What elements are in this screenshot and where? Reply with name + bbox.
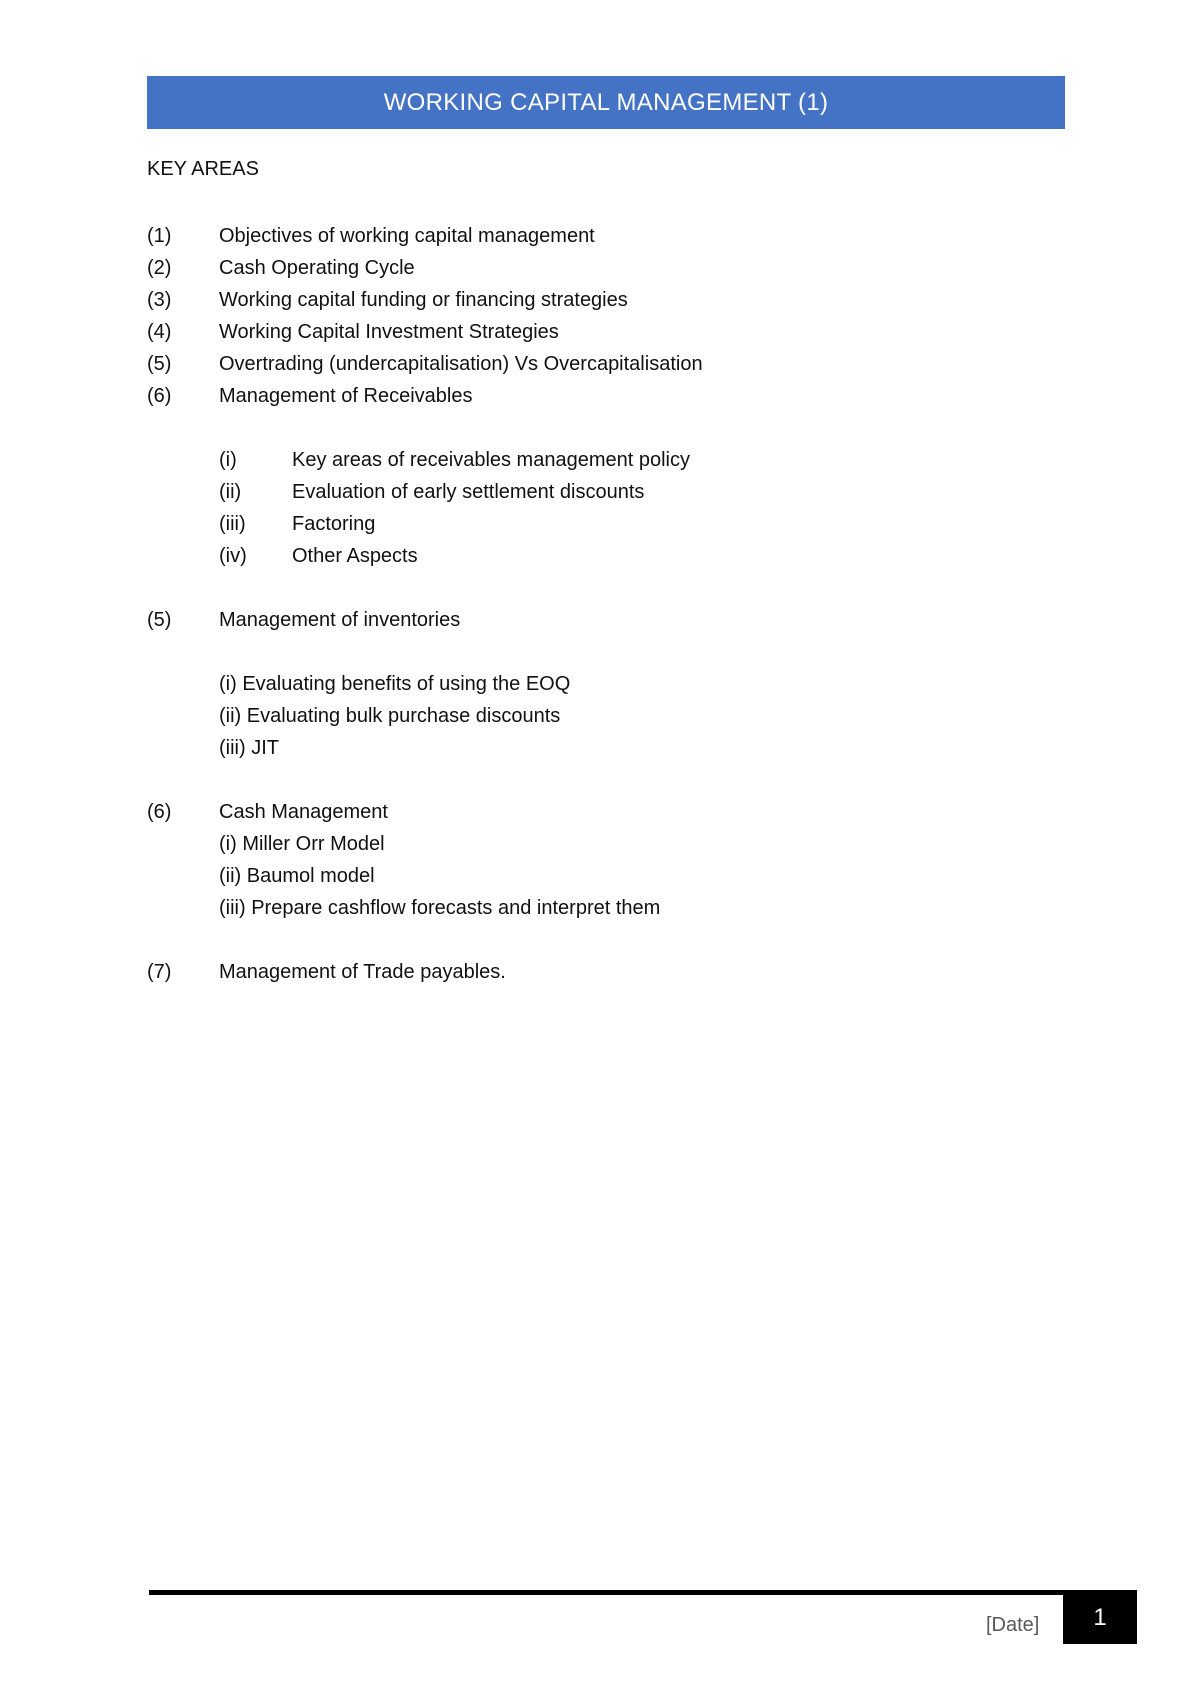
list-item-number: (5) [147,609,172,631]
list-item-number: (2) [147,257,172,279]
list-item-text: Working capital funding or financing strategies [219,289,628,311]
inventory-sub-item: (iii) JIT [219,737,279,759]
list-item-text: Working Capital Investment Strategies [219,321,559,343]
cash-sub-item: (ii) Baumol model [219,865,375,887]
sub-list-item-text: Evaluation of early settlement discounts [292,481,645,503]
list-item-text: Management of inventories [219,609,461,631]
sub-list-item-number: (iii) [219,513,246,535]
list-item-number: (6) [147,385,172,407]
list-item-number: (7) [147,961,172,983]
cash-sub-item: (iii) Prepare cashflow forecasts and interpret them [219,897,661,919]
inventory-sub-item: (i) Evaluating benefits of using the EOQ [219,673,571,695]
list-item-text: Objectives of working capital management [219,225,595,247]
inventory-sub-item: (ii) Evaluating bulk purchase discounts [219,705,561,727]
sub-list-item-number: (iv) [219,545,247,567]
footer-rule [149,1590,1137,1595]
page-title: WORKING CAPITAL MANAGEMENT (1) [147,76,1065,129]
list-item-text: Overtrading (undercapitalisation) Vs Overcapitalisation [219,353,703,375]
sub-list-item-text: Key areas of receivables management policy [292,449,690,471]
sub-list-item-number: (ii) [219,481,242,503]
page-number: 1 [1063,1592,1137,1644]
list-item-number: (5) [147,353,172,375]
list-item-number: (4) [147,321,172,343]
list-item-number: (6) [147,801,172,823]
list-item-number: (1) [147,225,172,247]
footer-date: [Date] [986,1614,1040,1636]
list-item-number: (3) [147,289,172,311]
sub-list-item-number: (i) [219,449,237,471]
sub-list-item-text: Other Aspects [292,545,418,567]
key-areas-heading: KEY AREAS [147,158,259,180]
list-item-text: Cash Operating Cycle [219,257,415,279]
list-item-text: Management of Trade payables. [219,961,506,983]
list-item-text: Management of Receivables [219,385,473,407]
cash-sub-item: (i) Miller Orr Model [219,833,385,855]
sub-list-item-text: Factoring [292,513,376,535]
list-item-text: Cash Management [219,801,388,823]
